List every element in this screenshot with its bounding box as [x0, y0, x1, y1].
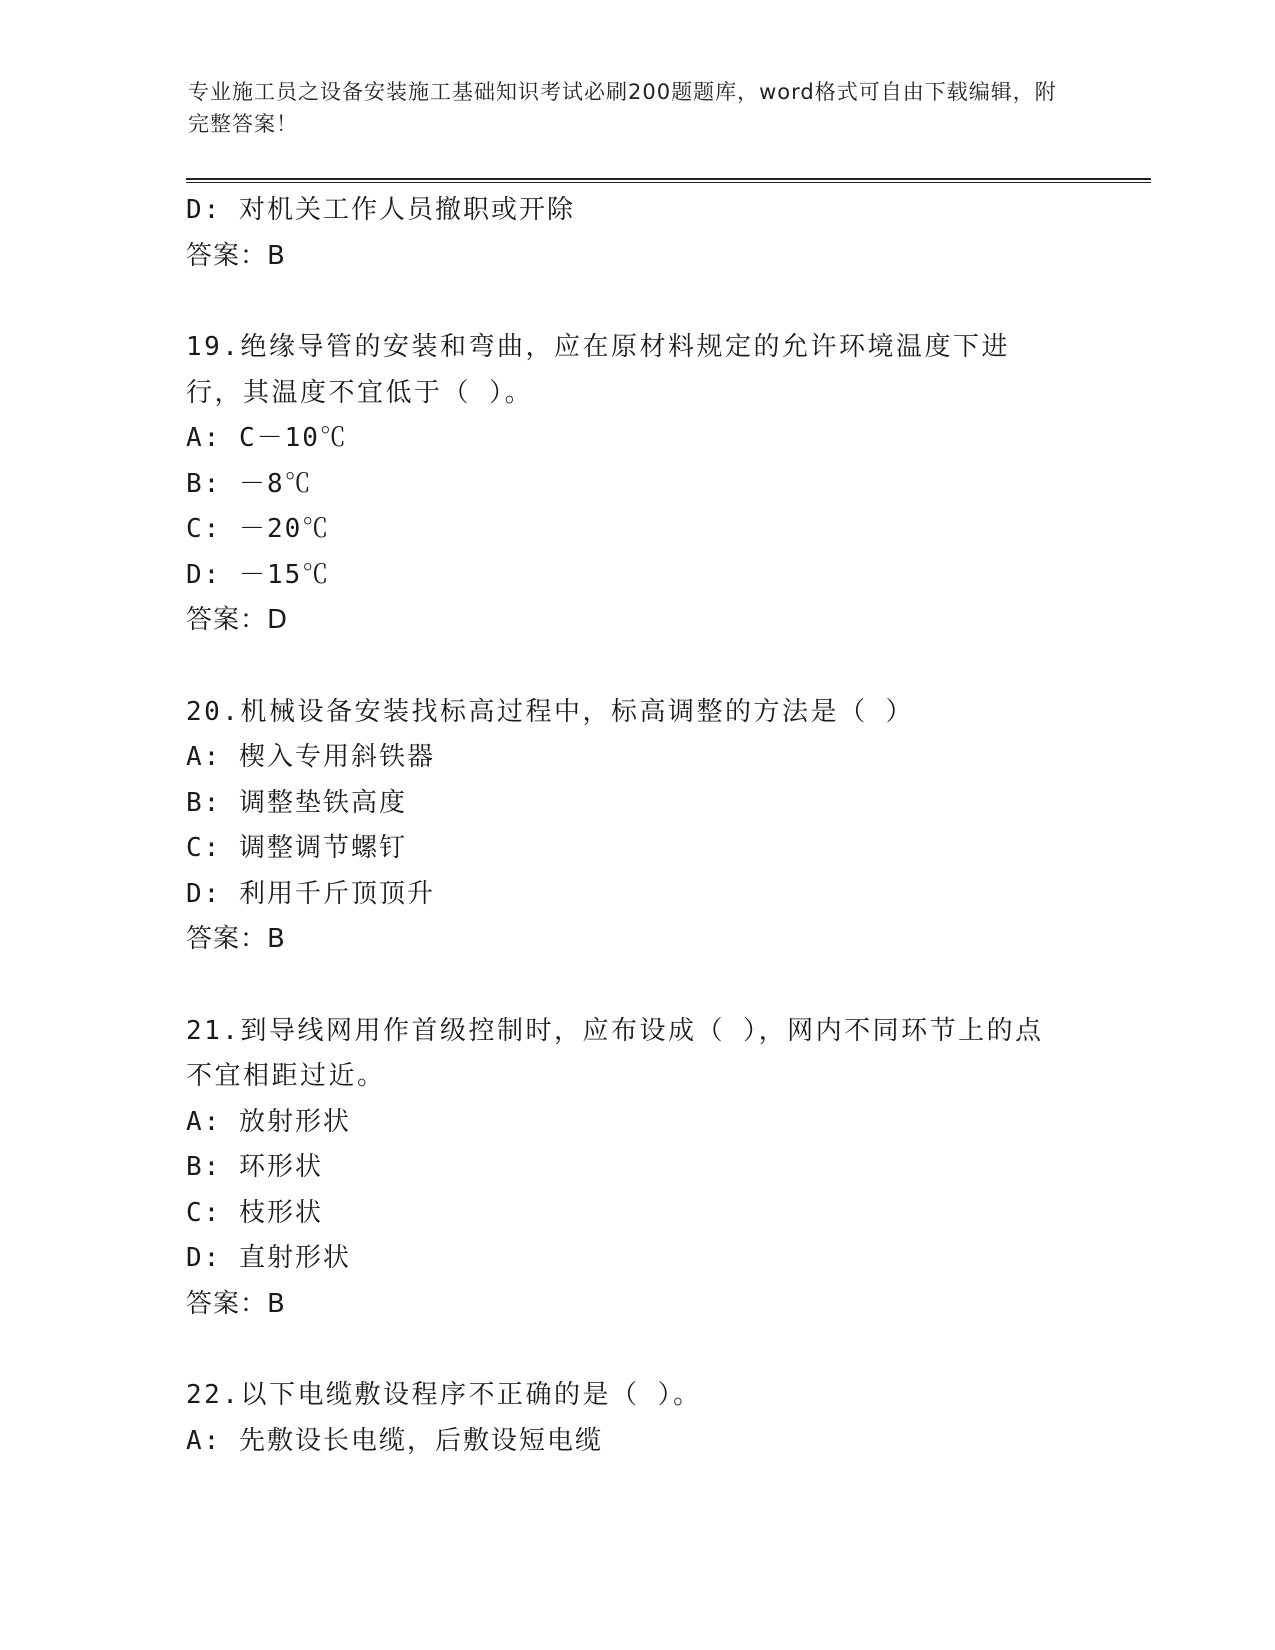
answer-line: 答案：D: [186, 605, 289, 635]
question-20: [186, 690, 1086, 963]
option-c: C: 枝形状: [186, 1197, 323, 1228]
option-d: D: 利用千斤顶顶升: [186, 878, 435, 909]
option-b: B: －8℃: [186, 468, 313, 499]
spacer: [186, 279, 1086, 325]
question-text: 19.绝缘导管的安装和弯曲，应在原材料规定的允许环境温度下进行，其温度不宜低于（ ）。: [186, 332, 1010, 408]
question-text: 20.机械设备安装找标高过程中，标高调整的方法是（ ）: [186, 696, 915, 727]
question-21: [186, 1009, 1086, 1328]
option-d: D: －15℃: [186, 559, 331, 590]
option-d: D: 对机关工作人员撤职或开除: [186, 195, 575, 225]
option-d: D: 直射形状: [186, 1243, 351, 1273]
spacer: [186, 644, 1086, 690]
option-a: A: C－10℃: [186, 423, 348, 453]
option-c: C: －20℃: [186, 514, 331, 544]
answer-line: 答案：B: [186, 240, 286, 271]
option-a: A: 先敷设长电缆，后敷设短电缆: [186, 1425, 603, 1456]
document-body: [186, 188, 1086, 1464]
option-c: C: 调整调节螺钉: [186, 833, 407, 863]
option-a: A: 楔入专用斜铁器: [186, 742, 435, 772]
question-text: 21.到导线网用作首级控制时，应布设成（ ），网内不同环节上的点不宜相距过近。: [186, 1015, 1044, 1091]
option-b: B: 环形状: [186, 1152, 323, 1182]
question-19: [186, 325, 1086, 644]
spacer: [186, 1327, 1086, 1373]
question-text: 22.以下电缆敷设程序不正确的是（ ）。: [186, 1380, 702, 1410]
option-a: A: 放射形状: [186, 1106, 351, 1137]
answer-line: 答案：B: [186, 1288, 286, 1319]
header-divider: [186, 178, 1151, 183]
answer-line: 答案：B: [186, 924, 286, 954]
page-header-title: 专业施工员之设备安装施工基础知识考试必刷200题题库，word格式可自由下载编辑，附完整答案！: [188, 80, 1057, 136]
option-b: B: 调整垫铁高度: [186, 787, 407, 818]
question-22: [186, 1373, 1086, 1464]
spacer: [186, 963, 1086, 1009]
